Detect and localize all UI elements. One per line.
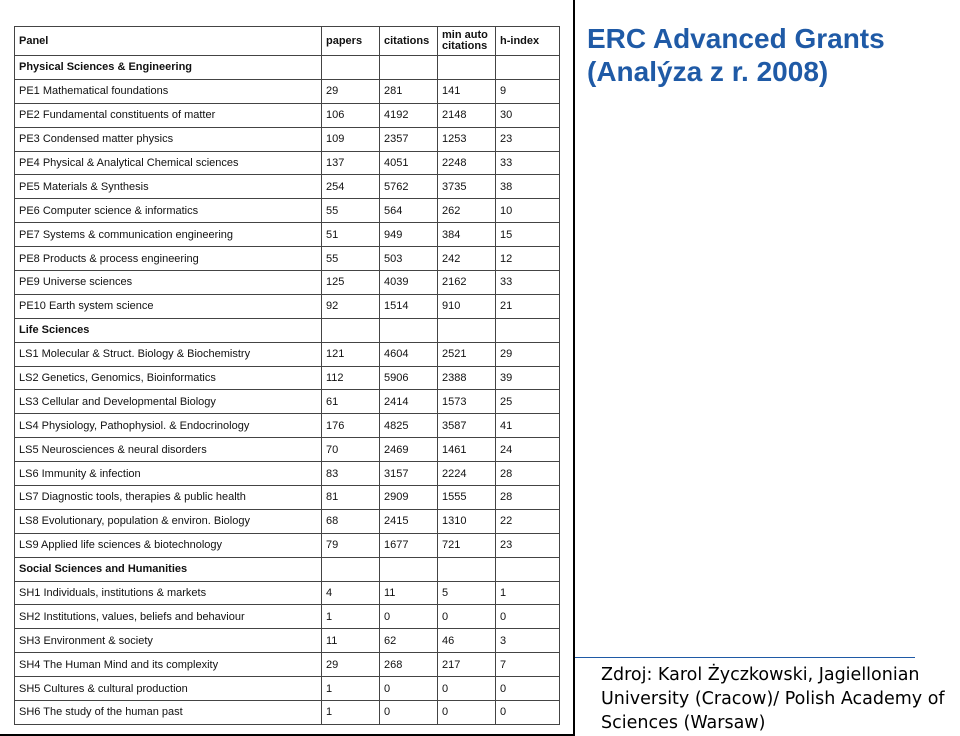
empty-cell — [322, 318, 380, 342]
empty-cell — [496, 557, 560, 581]
cell-min-auto-citations: 910 — [438, 294, 496, 318]
cell-panel: SH3 Environment & society — [15, 629, 322, 653]
cell-h-index: 9 — [496, 79, 560, 103]
cell-panel: LS4 Physiology, Pathophysiol. & Endocrinology — [15, 414, 322, 438]
empty-cell — [322, 557, 380, 581]
section-row — [15, 557, 560, 581]
table-row — [15, 294, 560, 318]
table-row — [15, 509, 560, 533]
cell-min-auto-citations: 1461 — [438, 438, 496, 462]
cell-min-auto-citations: 2521 — [438, 342, 496, 366]
table-row — [15, 366, 560, 390]
table-row — [15, 151, 560, 175]
empty-cell — [438, 56, 496, 80]
cell-citations: 0 — [380, 677, 438, 701]
cell-h-index: 7 — [496, 653, 560, 677]
cell-h-index: 21 — [496, 294, 560, 318]
cell-panel: LS8 Evolutionary, population & environ. Biology — [15, 509, 322, 533]
table-row — [15, 653, 560, 677]
cell-panel: PE7 Systems & communication engineering — [15, 223, 322, 247]
grants-table — [14, 26, 560, 725]
cell-citations: 3157 — [380, 462, 438, 486]
section-row — [15, 318, 560, 342]
cell-panel: PE10 Earth system science — [15, 294, 322, 318]
cell-citations: 4604 — [380, 342, 438, 366]
table-row — [15, 223, 560, 247]
cell-citations: 2469 — [380, 438, 438, 462]
empty-cell — [380, 56, 438, 80]
header-papers: papers — [322, 27, 380, 56]
cell-citations: 11 — [380, 581, 438, 605]
table-row — [15, 486, 560, 510]
table-row — [15, 701, 560, 725]
cell-papers: 1 — [322, 677, 380, 701]
table-row — [15, 414, 560, 438]
cell-min-auto-citations: 2162 — [438, 271, 496, 295]
cell-panel: PE2 Fundamental constituents of matter — [15, 103, 322, 127]
empty-cell — [380, 557, 438, 581]
cell-panel: LS7 Diagnostic tools, therapies & public health — [15, 486, 322, 510]
cell-min-auto-citations: 1310 — [438, 509, 496, 533]
cell-h-index: 23 — [496, 127, 560, 151]
cell-papers: 70 — [322, 438, 380, 462]
table-row — [15, 79, 560, 103]
cell-h-index: 24 — [496, 438, 560, 462]
cell-citations: 949 — [380, 223, 438, 247]
cell-h-index: 38 — [496, 175, 560, 199]
cell-papers: 51 — [322, 223, 380, 247]
cell-papers: 106 — [322, 103, 380, 127]
table-row — [15, 127, 560, 151]
cell-min-auto-citations: 2388 — [438, 366, 496, 390]
cell-papers: 81 — [322, 486, 380, 510]
cell-h-index: 0 — [496, 605, 560, 629]
cell-panel: LS1 Molecular & Struct. Biology & Biochemistry — [15, 342, 322, 366]
cell-min-auto-citations: 721 — [438, 533, 496, 557]
cell-min-auto-citations: 141 — [438, 79, 496, 103]
cell-papers: 176 — [322, 414, 380, 438]
cell-panel: SH6 The study of the human past — [15, 701, 322, 725]
cell-min-auto-citations: 217 — [438, 653, 496, 677]
cell-citations: 268 — [380, 653, 438, 677]
cell-citations: 503 — [380, 247, 438, 271]
cell-citations: 281 — [380, 79, 438, 103]
cell-papers: 61 — [322, 390, 380, 414]
cell-panel: SH2 Institutions, values, beliefs and behaviour — [15, 605, 322, 629]
cell-min-auto-citations: 2148 — [438, 103, 496, 127]
cell-h-index: 0 — [496, 677, 560, 701]
cell-h-index: 15 — [496, 223, 560, 247]
cell-h-index: 39 — [496, 366, 560, 390]
table-row — [15, 103, 560, 127]
table-row — [15, 605, 560, 629]
empty-cell — [322, 56, 380, 80]
table-row — [15, 677, 560, 701]
table-row — [15, 199, 560, 223]
cell-min-auto-citations: 1555 — [438, 486, 496, 510]
empty-cell — [496, 318, 560, 342]
table-body — [15, 56, 560, 725]
cell-papers: 1 — [322, 605, 380, 629]
table-row — [15, 533, 560, 557]
cell-min-auto-citations: 1253 — [438, 127, 496, 151]
cell-papers: 254 — [322, 175, 380, 199]
cell-h-index: 1 — [496, 581, 560, 605]
cell-papers: 29 — [322, 79, 380, 103]
cell-h-index: 41 — [496, 414, 560, 438]
cell-citations: 62 — [380, 629, 438, 653]
cell-panel: PE4 Physical & Analytical Chemical sciences — [15, 151, 322, 175]
cell-papers: 137 — [322, 151, 380, 175]
cell-citations: 2357 — [380, 127, 438, 151]
cell-citations: 564 — [380, 199, 438, 223]
cell-panel: LS5 Neurosciences & neural disorders — [15, 438, 322, 462]
cell-h-index: 28 — [496, 462, 560, 486]
cell-panel: LS3 Cellular and Developmental Biology — [15, 390, 322, 414]
table-row — [15, 581, 560, 605]
cell-min-auto-citations: 3735 — [438, 175, 496, 199]
cell-panel: PE5 Materials & Synthesis — [15, 175, 322, 199]
cell-papers: 112 — [322, 366, 380, 390]
cell-h-index: 33 — [496, 271, 560, 295]
cell-papers: 55 — [322, 247, 380, 271]
cell-h-index: 28 — [496, 486, 560, 510]
cell-h-index: 12 — [496, 247, 560, 271]
cell-panel: SH4 The Human Mind and its complexity — [15, 653, 322, 677]
cell-citations: 1514 — [380, 294, 438, 318]
cell-h-index: 30 — [496, 103, 560, 127]
page-title: ERC Advanced Grants (Analýza z r. 2008) — [587, 23, 885, 87]
cell-citations: 4825 — [380, 414, 438, 438]
cell-citations: 2414 — [380, 390, 438, 414]
cell-panel: PE3 Condensed matter physics — [15, 127, 322, 151]
cell-min-auto-citations: 2248 — [438, 151, 496, 175]
cell-panel: PE9 Universe sciences — [15, 271, 322, 295]
cell-min-auto-citations: 384 — [438, 223, 496, 247]
cell-citations: 4192 — [380, 103, 438, 127]
cell-panel: SH5 Cultures & cultural production — [15, 677, 322, 701]
header-citations: citations — [380, 27, 438, 56]
table-row — [15, 342, 560, 366]
source-note: Zdroj: Karol Życzkowski, Jagiellonian University (Cracow)/ Polish Academy of Sciences (Warsaw) — [601, 665, 945, 733]
cell-papers: 1 — [322, 701, 380, 725]
cell-min-auto-citations: 3587 — [438, 414, 496, 438]
cell-citations: 2415 — [380, 509, 438, 533]
table-row — [15, 438, 560, 462]
empty-cell — [380, 318, 438, 342]
section-title: Life Sciences — [15, 318, 322, 342]
table-row — [15, 390, 560, 414]
cell-citations: 5906 — [380, 366, 438, 390]
empty-cell — [496, 56, 560, 80]
cell-panel: LS6 Immunity & infection — [15, 462, 322, 486]
cell-h-index: 25 — [496, 390, 560, 414]
cell-citations: 0 — [380, 701, 438, 725]
empty-cell — [438, 318, 496, 342]
cell-papers: 11 — [322, 629, 380, 653]
cell-papers: 68 — [322, 509, 380, 533]
header-min-auto-citations: min auto citations — [438, 27, 496, 56]
cell-papers: 55 — [322, 199, 380, 223]
cell-h-index: 33 — [496, 151, 560, 175]
section-row — [15, 56, 560, 80]
cell-h-index: 10 — [496, 199, 560, 223]
cell-h-index: 29 — [496, 342, 560, 366]
cell-min-auto-citations: 242 — [438, 247, 496, 271]
cell-papers: 83 — [322, 462, 380, 486]
section-title: Physical Sciences & Engineering — [15, 56, 322, 80]
cell-panel: SH1 Individuals, institutions & markets — [15, 581, 322, 605]
cell-citations: 4051 — [380, 151, 438, 175]
table-row — [15, 175, 560, 199]
cell-papers: 79 — [322, 533, 380, 557]
table-header-row — [15, 27, 560, 56]
cell-papers: 121 — [322, 342, 380, 366]
cell-papers: 125 — [322, 271, 380, 295]
cell-citations: 4039 — [380, 271, 438, 295]
cell-h-index: 3 — [496, 629, 560, 653]
cell-min-auto-citations: 0 — [438, 677, 496, 701]
cell-papers: 29 — [322, 653, 380, 677]
cell-citations: 1677 — [380, 533, 438, 557]
cell-papers: 109 — [322, 127, 380, 151]
cell-papers: 92 — [322, 294, 380, 318]
cell-min-auto-citations: 5 — [438, 581, 496, 605]
cell-panel: PE1 Mathematical foundations — [15, 79, 322, 103]
cell-citations: 5762 — [380, 175, 438, 199]
header-h-index: h-index — [496, 27, 560, 56]
cell-citations: 2909 — [380, 486, 438, 510]
cell-panel: PE6 Computer science & informatics — [15, 199, 322, 223]
table-row — [15, 247, 560, 271]
cell-h-index: 22 — [496, 509, 560, 533]
cell-h-index: 23 — [496, 533, 560, 557]
cell-min-auto-citations: 1573 — [438, 390, 496, 414]
divider-line — [575, 657, 915, 658]
header-panel: Panel — [15, 27, 322, 56]
cell-min-auto-citations: 46 — [438, 629, 496, 653]
cell-citations: 0 — [380, 605, 438, 629]
cell-h-index: 0 — [496, 701, 560, 725]
cell-min-auto-citations: 2224 — [438, 462, 496, 486]
cell-min-auto-citations: 262 — [438, 199, 496, 223]
table-row — [15, 462, 560, 486]
cell-panel: PE8 Products & process engineering — [15, 247, 322, 271]
table-row — [15, 629, 560, 653]
cell-papers: 4 — [322, 581, 380, 605]
cell-panel: LS2 Genetics, Genomics, Bioinformatics — [15, 366, 322, 390]
cell-min-auto-citations: 0 — [438, 701, 496, 725]
cell-min-auto-citations: 0 — [438, 605, 496, 629]
empty-cell — [438, 557, 496, 581]
section-title: Social Sciences and Humanities — [15, 557, 322, 581]
table-row — [15, 271, 560, 295]
cell-panel: LS9 Applied life sciences & biotechnology — [15, 533, 322, 557]
